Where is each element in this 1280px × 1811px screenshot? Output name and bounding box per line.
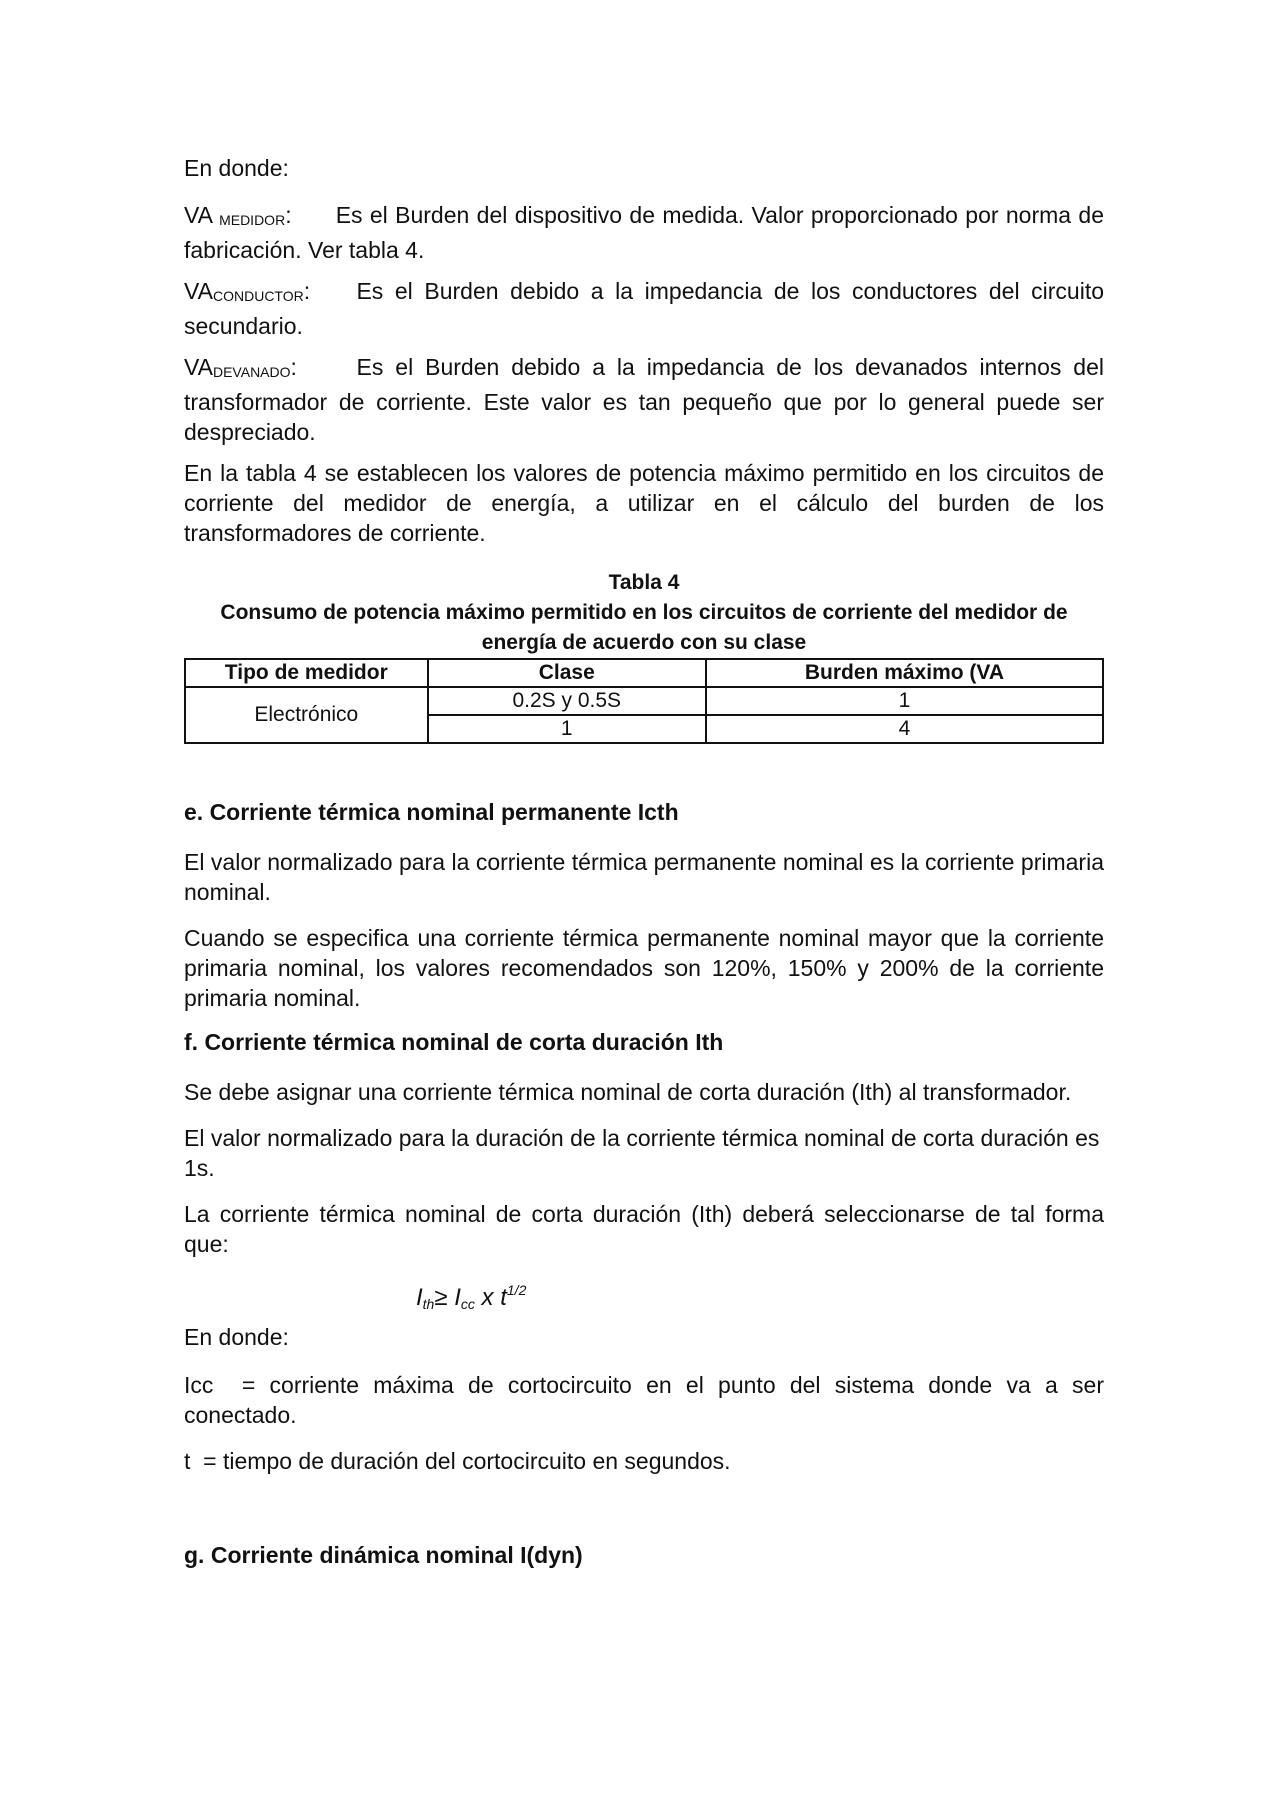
cell-burden: 4 [706, 715, 1103, 743]
section-g-heading: g. Corriente dinámica nominal I(dyn) [184, 1542, 583, 1568]
t-definition: t = tiempo de duración del cortocircuito en segundos. [184, 1448, 731, 1474]
table-caption: Consumo de potencia máximo permitido en los circuitos de corriente del medidor de energía de acuerdo con su clase [220, 601, 1068, 654]
header-clase: Clase [428, 659, 706, 687]
icc-definition: Icc = corriente máxima de cortocircuito en el punto del sistema donde va a ser conectado. [184, 1372, 1111, 1428]
section-f-paragraph-3: La corriente térmica nominal de corta duración (Ith) deberá seleccionarse de tal forma que: [184, 1201, 1104, 1257]
intro-label: En donde: [184, 155, 289, 181]
section-e-paragraph-1: El valor normalizado para la corriente térmica permanente nominal es la corriente primaria nominal. [184, 849, 1104, 905]
cell-meter-type: Electrónico [185, 687, 428, 743]
def-va-conductor: VACONDUCTOR: Es el Burden debido a la impedancia de los conductores del circuito secundario. [184, 278, 1105, 339]
cell-clase: 0.2S y 0.5S [428, 687, 706, 715]
header-burden: Burden máximo (VA [706, 659, 1103, 687]
header-tipo-medidor: Tipo de medidor [185, 659, 428, 687]
section-f-heading: f. Corriente térmica nominal de corta duración Ith [184, 1029, 724, 1055]
table-intro-paragraph: En la tabla 4 se establecen los valores de potencia máximo permitido en los circuitos de corriente del medidor de energía, a utilizar en el cálculo del burden de los transformadores de corriente. [184, 460, 1104, 546]
section-e-heading: e. Corriente térmica nominal permanente Icth [184, 799, 679, 825]
cell-clase: 1 [428, 715, 706, 743]
section-f-paragraph-1: Se debe asignar una corriente térmica nominal de corta duración (Ith) al transformador. [184, 1079, 1072, 1105]
table-label: Tabla 4 [608, 571, 680, 594]
section-e-paragraph-2: Cuando se especifica una corriente térmica permanente nominal mayor que la corriente primaria nominal, los valores recomendados son 120%, 150% y 200% de la corriente primaria nominal. [184, 925, 1104, 1011]
table-4 [184, 658, 1104, 744]
cell-burden: 1 [706, 687, 1103, 715]
def-va-devanado: VADEVANADO: Es el Burden debido a la impedancia de los devanados internos del transformador de corriente. Este valor es tan pequeño que por lo general puede ser despreciado. [184, 354, 1104, 445]
where-label: En donde: [184, 1324, 289, 1350]
def-va-medidor: VA MEDIDOR: Es el Burden del dispositivo de medida. Valor proporcionado por norma de fabricación. Ver tabla 4. [184, 202, 1104, 263]
formula-ith: Ith≥ Icc x $t^{1/2}$ [416, 1282, 527, 1312]
table-row [185, 687, 1103, 715]
section-f-paragraph-2: El valor normalizado para la duración de la corriente térmica nominal de corta duración es 1s. [184, 1125, 1100, 1181]
